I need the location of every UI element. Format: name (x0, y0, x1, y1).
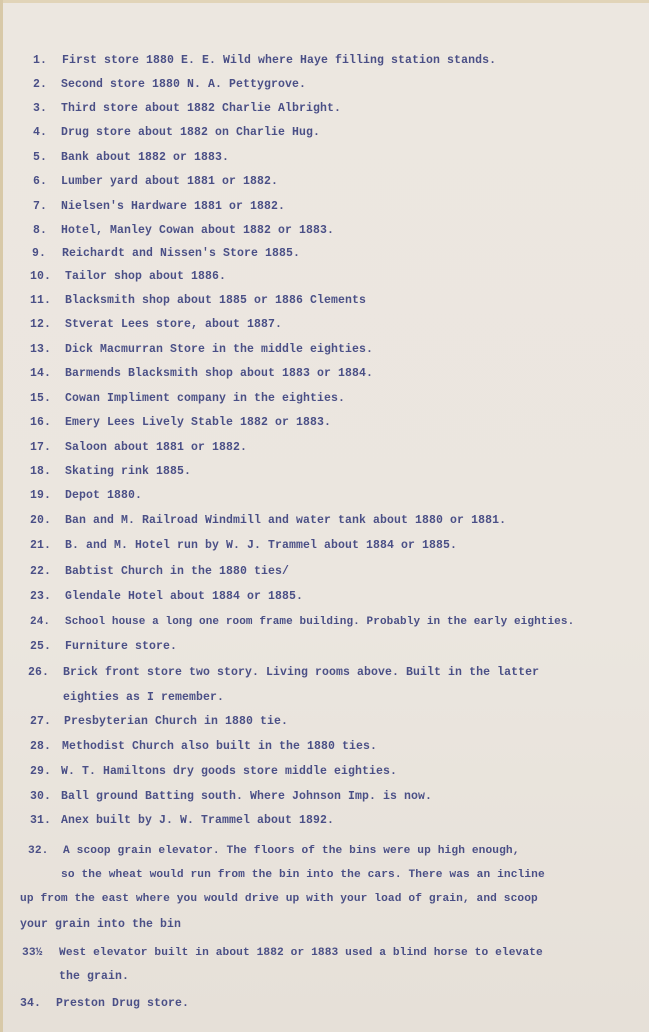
item-number: 29. (30, 765, 52, 778)
item-text: Emery Lees Lively Stable 1882 or 1883. (65, 416, 332, 429)
item-number: 2. (33, 78, 48, 91)
item-number: 33½ (22, 947, 43, 959)
list-item (0, 763, 649, 781)
list-item (0, 390, 649, 408)
item-text: Presbyterian Church in 1880 tie. (64, 715, 289, 728)
item-number: 30. (30, 790, 52, 803)
item-text: Babtist Church in the 1880 ties/ (65, 565, 290, 578)
item-text: W. T. Hamiltons dry goods store middle eighties. (61, 765, 398, 778)
item-text: Cowan Impliment company in the eighties. (65, 392, 346, 405)
list-item (0, 713, 649, 731)
list-item (0, 222, 649, 240)
item-number: 15. (30, 392, 52, 405)
list-item (0, 968, 649, 986)
item-number: 17. (30, 441, 52, 454)
list-item (0, 439, 649, 457)
item-number: 12. (30, 318, 52, 331)
item-text: Hotel, Manley Cowan about 1882 or 1883. (61, 224, 335, 237)
list-item (0, 613, 649, 631)
item-text: B. and M. Hotel run by W. J. Trammel about 1884 or 1885. (65, 539, 458, 552)
list-item (0, 365, 649, 383)
item-number: 26. (28, 666, 50, 679)
item-number: 19. (30, 489, 52, 502)
item-text: Stverat Lees store, about 1887. (65, 318, 283, 331)
item-text: Tailor shop about 1886. (65, 270, 227, 283)
item-number: 24. (30, 616, 51, 628)
list-item (0, 842, 649, 860)
item-number: 20. (30, 514, 52, 527)
item-text: Dick Macmurran Store in the middle eighties. (65, 343, 374, 356)
item-number: 11. (30, 294, 52, 307)
item-text: Furniture store. (65, 640, 178, 653)
item-text: First store 1880 E. E. Wild where Haye filling station stands. (62, 54, 497, 67)
list-item (0, 812, 649, 830)
list-item (0, 487, 649, 505)
list-item (0, 916, 649, 934)
list-item (0, 788, 649, 806)
item-text: School house a long one room frame building. Probably in the early eighties. (65, 616, 575, 628)
item-text: Barmends Blacksmith shop about 1883 or 1884. (65, 367, 374, 380)
list-item (0, 689, 649, 707)
list-item (0, 124, 649, 142)
item-text: Reichardt and Nissen's Store 1885. (62, 247, 301, 260)
item-number: 32. (28, 845, 49, 857)
list-item (0, 944, 649, 962)
item-text: Ball ground Batting south. Where Johnson Imp. is now. (61, 790, 433, 803)
item-number: 3. (33, 102, 48, 115)
item-number: 22. (30, 565, 52, 578)
list-item (0, 512, 649, 530)
item-text: Saloon about 1881 or 1882. (65, 441, 248, 454)
item-number: 27. (30, 715, 52, 728)
item-text: Brick front store two story. Living rooms above. Built in the latter (63, 666, 540, 679)
item-number: 25. (30, 640, 52, 653)
list-item (0, 149, 649, 167)
item-text: Skating rink 1885. (65, 465, 192, 478)
list-item (0, 866, 649, 884)
item-text: your grain into the bin (20, 918, 182, 931)
item-number: 34. (20, 997, 42, 1010)
item-text: Second store 1880 N. A. Pettygrove. (61, 78, 307, 91)
list-item (0, 463, 649, 481)
item-text: Ban and M. Railroad Windmill and water tank about 1880 or 1881. (65, 514, 507, 527)
item-number: 13. (30, 343, 52, 356)
item-text: Drug store about 1882 on Charlie Hug. (61, 126, 321, 139)
item-text: Glendale Hotel about 1884 or 1885. (65, 590, 304, 603)
item-number: 4. (33, 126, 48, 139)
list-item (0, 563, 649, 581)
item-text: Depot 1880. (65, 489, 143, 502)
list-item (0, 537, 649, 555)
list-item (0, 664, 649, 682)
list-item (0, 890, 649, 908)
item-text: A scoop grain elevator. The floors of the bins were up high enough, (63, 845, 520, 857)
item-text: Blacksmith shop about 1885 or 1886 Clements (65, 294, 367, 307)
list-item (0, 268, 649, 286)
item-text: Third store about 1882 Charlie Albright. (61, 102, 342, 115)
list-item (0, 588, 649, 606)
item-text: Anex built by J. W. Trammel about 1892. (61, 814, 335, 827)
item-number: 7. (33, 200, 48, 213)
list-item (0, 995, 649, 1013)
item-text: West elevator built in about 1882 or 1883 used a blind horse to elevate (59, 947, 543, 959)
list-item (0, 638, 649, 656)
list-item (0, 316, 649, 334)
item-text: Bank about 1882 or 1883. (61, 151, 230, 164)
item-number: 9. (32, 247, 47, 260)
item-text: the grain. (59, 970, 130, 983)
list-item (0, 76, 649, 94)
item-number: 6. (33, 175, 48, 188)
item-number: 14. (30, 367, 52, 380)
item-number: 5. (33, 151, 48, 164)
item-number: 18. (30, 465, 52, 478)
item-text: Lumber yard about 1881 or 1882. (61, 175, 279, 188)
item-text: Methodist Church also built in the 1880 ties. (62, 740, 378, 753)
list-item (0, 52, 649, 70)
item-number: 31. (30, 814, 52, 827)
item-number: 28. (30, 740, 52, 753)
item-number: 16. (30, 416, 52, 429)
list-item (0, 292, 649, 310)
list-item (0, 341, 649, 359)
item-number: 8. (33, 224, 48, 237)
item-text: Nielsen's Hardware 1881 or 1882. (61, 200, 286, 213)
list-item (0, 245, 649, 263)
item-number: 21. (30, 539, 52, 552)
list-item (0, 414, 649, 432)
list-item (0, 738, 649, 756)
item-text: up from the east where you would drive up with your load of grain, and scoop (20, 893, 538, 905)
item-number: 10. (30, 270, 52, 283)
list-item (0, 100, 649, 118)
list-item (0, 173, 649, 191)
item-text: eighties as I remember. (63, 691, 225, 704)
item-number: 1. (33, 54, 48, 67)
item-number: 23. (30, 590, 52, 603)
item-text: Preston Drug store. (56, 997, 190, 1010)
list-item (0, 198, 649, 216)
item-text: so the wheat would run from the bin into the cars. There was an incline (61, 869, 545, 881)
